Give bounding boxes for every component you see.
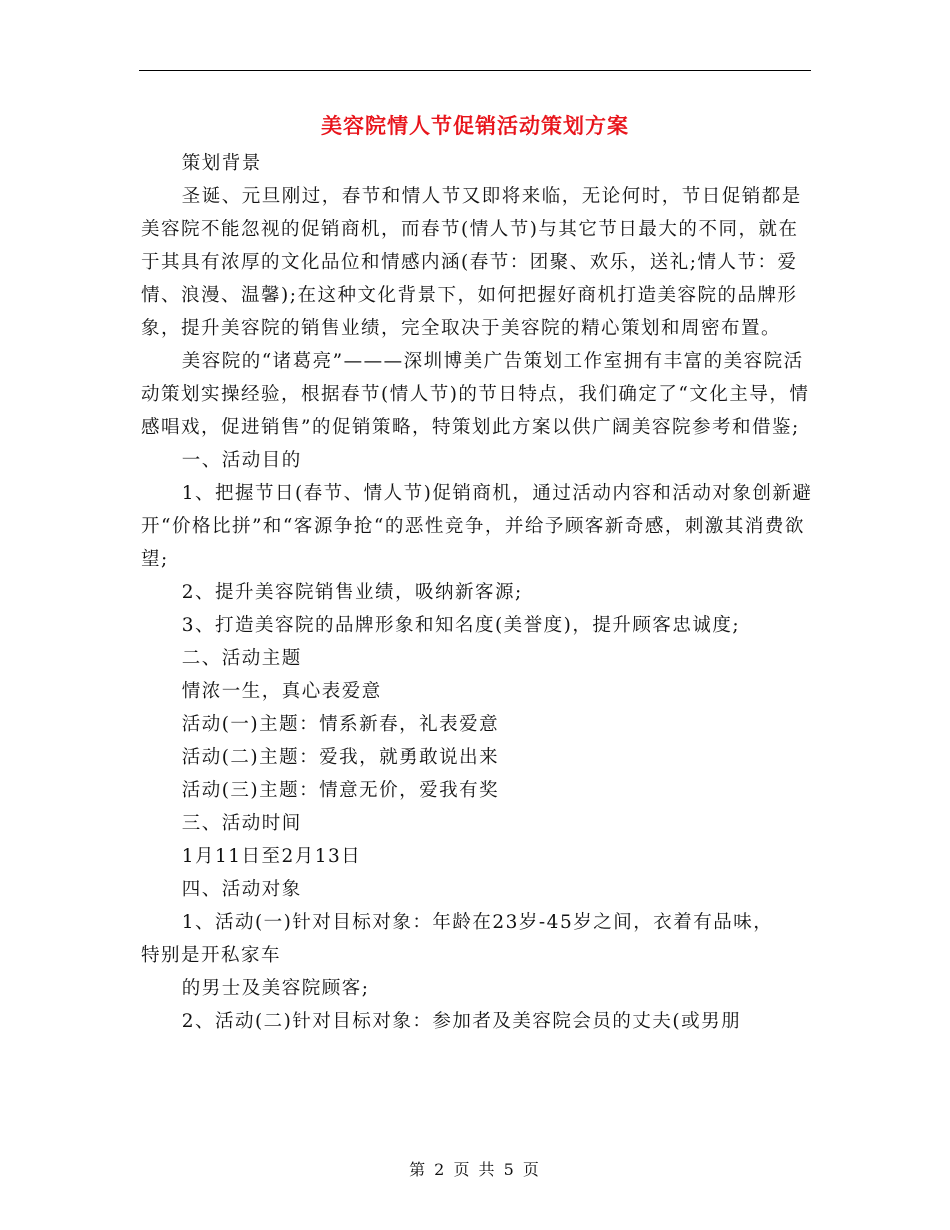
purpose-item-2: 2、提升美容院销售业绩，吸纳新客源;: [181, 582, 523, 603]
document-body: [141, 147, 813, 1038]
section-heading-target: 四、活动对象: [181, 879, 302, 900]
theme-activity-2: 活动(二)主题：爱我，就勇敢说出来: [181, 747, 500, 768]
theme-activity-3: 活动(三)主题：情意无价，爱我有奖: [181, 780, 500, 801]
section-heading-background: 策划背景: [181, 153, 262, 174]
target-item-1: 1、活动(一)针对目标对象：年龄在23岁-45岁之间，衣着有品味，: [181, 912, 774, 933]
document-title: 美容院情人节促销活动策划方案: [321, 113, 629, 138]
section-heading-time: 三、活动时间: [181, 813, 302, 834]
header-rule: [139, 70, 811, 71]
target-item-2: 2、活动(二)针对目标对象：参加者及美容院会员的丈夫(或男朋: [181, 1011, 742, 1032]
target-item-1-cont: 特别是开私家车: [141, 945, 282, 966]
purpose-item-1: 1、把握节日(春节、情人节)促销商机，通过活动内容和活动对象创新避开“价格比拼”和“客源争抢“的恶性竞争，并给予顾客新奇感，刺激其消费欲望;: [141, 483, 813, 570]
section-heading-theme: 二、活动主题: [181, 648, 302, 669]
section-heading-purpose: 一、活动目的: [181, 450, 302, 471]
page-footer: 第 2 页 共 5 页: [409, 1160, 541, 1179]
theme-activity-1: 活动(一)主题：情系新春，礼表爱意: [181, 714, 500, 735]
target-item-1-cont2: 的男士及美容院顾客;: [181, 978, 370, 999]
paragraph-background: 圣诞、元旦刚过，春节和情人节又即将来临，无论何时，节日促销都是美容院不能忽视的促销商机，而春节(情人节)与其它节日最大的不同，就在于其具有浓厚的文化品位和情感内涵(春节：团聚、欢乐，送礼;情人节：爱情、浪漫、温馨);在这种文化背景下，如何把握好商机打造美容院的品牌形象，提升美容院的销售业绩，完全取决于美容院的精心策划和周密布置。: [141, 186, 802, 339]
theme-main: 情浓一生，真心表爱意: [181, 681, 382, 702]
purpose-item-3: 3、打造美容院的品牌形象和知名度(美誉度)，提升顾客忠诚度;: [181, 615, 741, 636]
activity-time: 1月11日至2月13日: [181, 846, 362, 867]
paragraph-strategy: 美容院的“诸葛亮”———深圳博美广告策划工作室拥有丰富的美容院活动策划实操经验，根据春节(情人节)的节日特点，我们确定了“文化主导，情感唱戏，促进销售”的促销策略，特策划此方案以供广阔美容院参考和借鉴;: [141, 351, 810, 438]
